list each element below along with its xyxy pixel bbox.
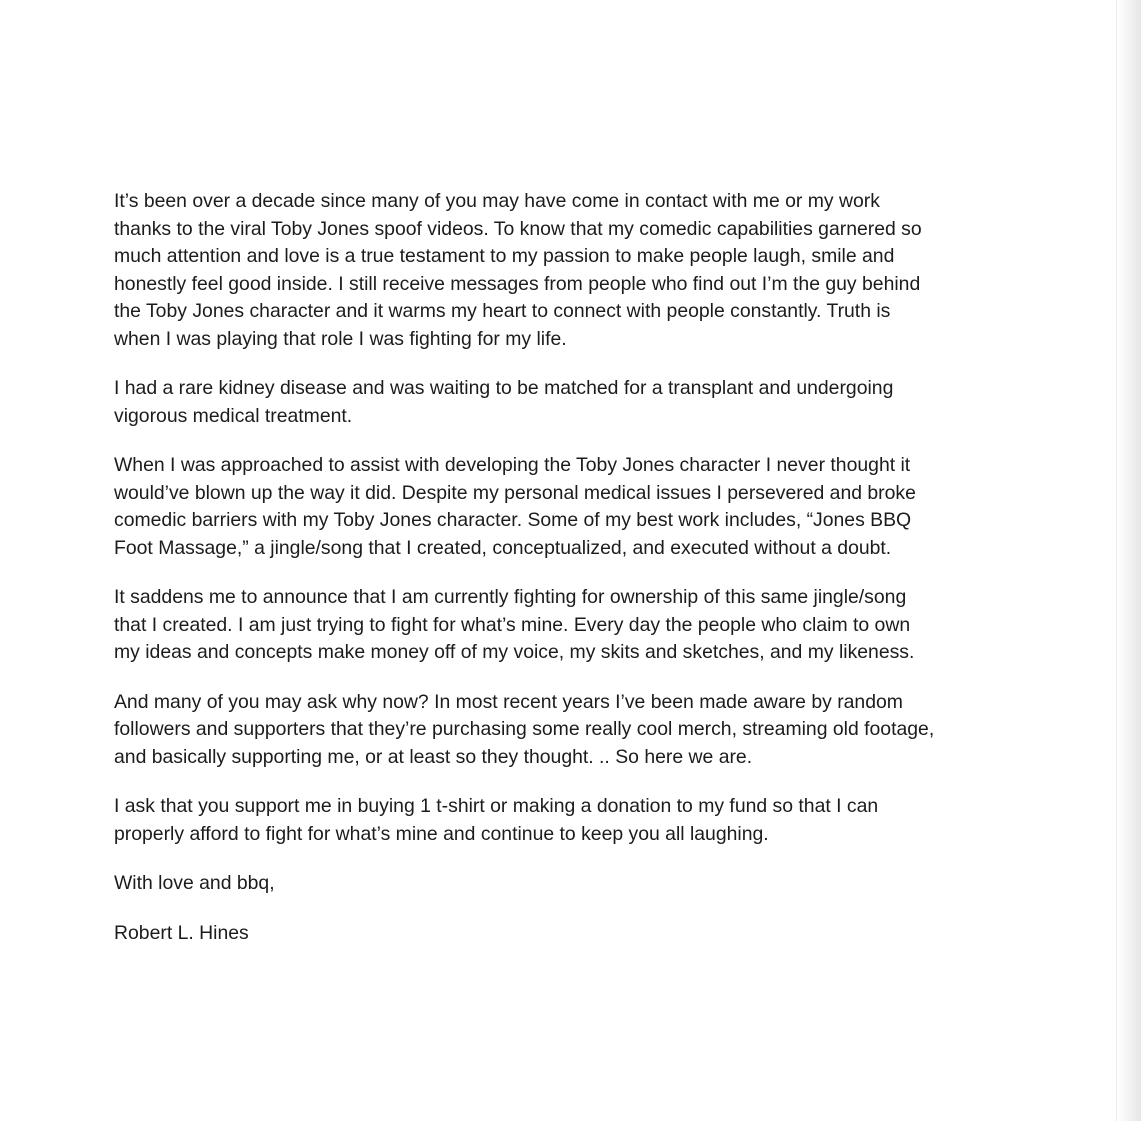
text-line: thanks to the viral Toby Jones spoof videos. To know that my comedic capabilities garnered so: [114, 217, 922, 240]
text-line: and basically supporting me, or at least so they thought. .. So here we are.: [114, 745, 753, 768]
letter-body: [114, 188, 1004, 969]
text-line: that I created. I am just trying to fight for what’s mine. Every day the people who claim to own: [114, 613, 911, 636]
paragraph-why-now: [114, 689, 1004, 772]
text-line: I had a rare kidney disease and was waiting to be matched for a transplant and undergoing: [114, 377, 894, 399]
text-line: It saddens me to announce that I am currently fighting for ownership of this same jingle/song: [114, 586, 907, 608]
text-line: I ask that you support me in buying 1 t-shirt or making a donation to my fund so that I can: [114, 795, 879, 817]
text-line: when I was playing that role I was fighting for my life.: [114, 327, 567, 350]
text-line: It’s been over a decade since many of you may have come in contact with me or my work: [114, 190, 880, 212]
paragraph-character: [114, 452, 1004, 562]
signature: Robert L. Hines: [114, 921, 249, 944]
paragraph-intro: [114, 188, 1004, 353]
text-line: honestly feel good inside. I still receive messages from people who find out I’m the guy behind: [114, 272, 921, 295]
paragraph-health: [114, 375, 1004, 430]
text-line: the Toby Jones character and it warms my heart to connect with people constantly. Truth is: [114, 300, 891, 322]
text-line: vigorous medical treatment.: [114, 404, 353, 427]
text-line: comedic barriers with my Toby Jones character. Some of my best work includes, “Jones BBQ: [114, 509, 912, 531]
text-line: much attention and love is a true testament to my passion to make people laugh, smile and: [114, 245, 895, 267]
text-line: my ideas and concepts make money off of my voice, my skits and sketches, and my likeness.: [114, 641, 915, 663]
text-line: When I was approached to assist with developing the Toby Jones character I never thought it: [114, 454, 911, 476]
text-line: And many of you may ask why now? In most recent years I’ve been made aware by random: [114, 690, 903, 713]
paragraph-ownership: [114, 584, 1004, 667]
paragraph-request: [114, 793, 1004, 848]
text-line: would’ve blown up the way it did. Despite my personal medical issues I persevered and broke: [114, 481, 916, 504]
closing-line: With love and bbq,: [114, 872, 275, 894]
text-line: followers and supporters that they’re purchasing some really cool merch, streaming old footage,: [114, 718, 935, 740]
page-edge-shadow: [1116, 0, 1141, 1121]
text-line: properly afford to fight for what’s mine and continue to keep you all laughing.: [114, 822, 769, 845]
text-line: Foot Massage,” a jingle/song that I created, conceptualized, and executed without a doubt.: [114, 536, 892, 559]
